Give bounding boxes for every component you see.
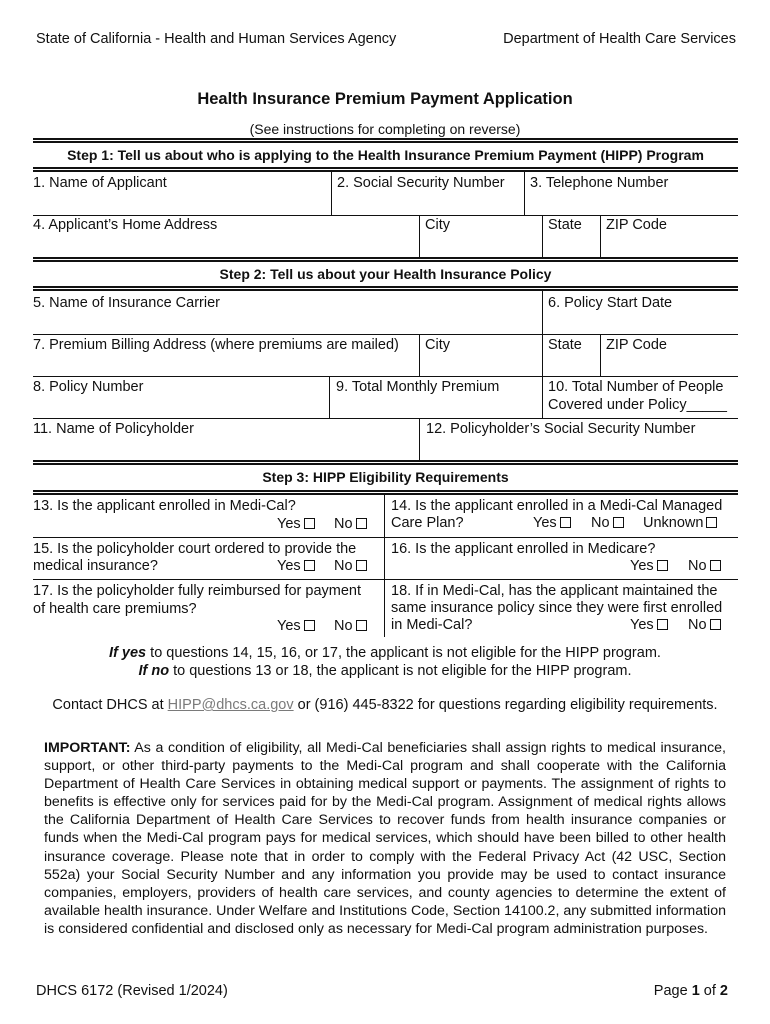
important-label: IMPORTANT:	[44, 740, 131, 756]
divider	[542, 376, 543, 419]
yes-label: Yes	[533, 515, 557, 531]
divider	[33, 167, 738, 172]
divider	[33, 418, 738, 419]
divider	[419, 215, 420, 257]
no-label: No	[334, 618, 353, 634]
no-label: No	[334, 558, 353, 574]
q16-yes-option[interactable]	[630, 558, 668, 574]
q13-yes-checkbox[interactable]	[304, 518, 315, 529]
form-title: Health Insurance Premium Payment Application	[197, 90, 573, 108]
people-covered-field[interactable]: 10. Total Number of People	[548, 379, 724, 395]
divider	[419, 334, 420, 376]
no-label: No	[334, 516, 353, 532]
q15-yes-checkbox[interactable]	[304, 560, 315, 571]
form-subtitle: (See instructions for completing on reverse)	[249, 121, 521, 137]
step1-heading: Step 1: Tell us about who is applying to the Health Insurance Premium Payment (HIPP) Program	[67, 147, 704, 163]
telephone-field[interactable]: 3. Telephone Number	[530, 175, 669, 191]
question-14: 14. Is the applicant enrolled in a Medi-Cal Managed	[391, 498, 723, 514]
divider	[33, 334, 738, 335]
divider	[600, 334, 601, 376]
page-mid: of	[699, 983, 720, 999]
divider	[33, 286, 738, 291]
q17-yes-checkbox[interactable]	[304, 620, 315, 631]
monthly-premium-field[interactable]: 9. Total Monthly Premium	[336, 379, 500, 395]
divider	[542, 334, 543, 376]
page-total: 2	[719, 983, 728, 999]
q14-yes-checkbox[interactable]	[560, 517, 571, 528]
question-14-line2: Care Plan?	[391, 515, 464, 531]
if-yes-text: to questions 14, 15, 16, or 17, the applicant is not eligible for the HIPP program.	[146, 645, 661, 661]
q14-no-checkbox[interactable]	[613, 517, 624, 528]
divider	[33, 215, 738, 216]
q18-yes-option[interactable]	[630, 617, 668, 633]
no-label: No	[688, 558, 707, 574]
home-city-field[interactable]: City	[425, 217, 450, 233]
yes-label: Yes	[277, 618, 301, 634]
q17-no-option[interactable]	[334, 618, 367, 634]
if-yes-label: If yes	[109, 645, 147, 661]
policy-start-date-field[interactable]: 6. Policy Start Date	[548, 295, 673, 311]
billing-address-field[interactable]: 7. Premium Billing Address (where premiums are mailed)	[33, 337, 399, 353]
contact-prefix: Contact DHCS at	[52, 697, 168, 713]
q18-no-option[interactable]	[688, 617, 721, 633]
question-17: 17. Is the policyholder fully reimbursed for payment	[33, 583, 362, 599]
q14-yes-option[interactable]	[533, 515, 571, 531]
policyholder-name-field[interactable]: 11. Name of Policyholder	[33, 421, 194, 437]
people-covered-field-line2[interactable]: Covered under Policy_____	[548, 397, 727, 413]
divider	[33, 376, 738, 377]
q15-no-checkbox[interactable]	[356, 560, 367, 571]
q14-unknown-checkbox[interactable]	[706, 517, 717, 528]
divider	[329, 376, 330, 419]
page-current: 1	[691, 983, 700, 999]
q13-no-checkbox[interactable]	[356, 518, 367, 529]
question-17-line2: of health care premiums?	[33, 601, 197, 617]
question-15: 15. Is the policyholder court ordered to provide the	[33, 541, 357, 557]
if-no-text: to questions 13 or 18, the applicant is not eligible for the HIPP program.	[169, 663, 632, 679]
yes-label: Yes	[277, 516, 301, 532]
q15-no-option[interactable]	[334, 558, 367, 574]
department-name: Department of Health Care Services	[503, 31, 736, 47]
question-13: 13. Is the applicant enrolled in Medi-Cal?	[33, 498, 296, 514]
if-no-label: If no	[138, 663, 170, 679]
no-label: No	[688, 617, 707, 633]
q13-yes-option[interactable]	[277, 516, 315, 532]
q16-no-checkbox[interactable]	[710, 560, 721, 571]
email-link[interactable]: HIPP@dhcs.ca.gov	[167, 697, 294, 713]
if-no-note	[0, 663, 770, 679]
no-label: No	[591, 515, 610, 531]
divider	[33, 257, 738, 262]
q17-yes-option[interactable]	[277, 618, 315, 634]
divider	[542, 215, 543, 257]
q17-no-checkbox[interactable]	[356, 620, 367, 631]
divider	[600, 215, 601, 257]
agency-name: State of California - Health and Human Services Agency	[36, 31, 397, 47]
yes-label: Yes	[630, 617, 654, 633]
question-18-line3: in Medi-Cal?	[391, 617, 473, 633]
question-18: 18. If in Medi-Cal, has the applicant maintained the	[391, 583, 718, 599]
contact-line	[0, 697, 770, 713]
yes-label: Yes	[277, 558, 301, 574]
billing-city-field[interactable]: City	[425, 337, 450, 353]
unknown-label: Unknown	[643, 515, 704, 531]
billing-zip-field[interactable]: ZIP Code	[606, 337, 667, 353]
divider	[331, 172, 332, 216]
divider	[33, 490, 738, 495]
question-15-line2: medical insurance?	[33, 558, 158, 574]
if-yes-note	[0, 645, 770, 661]
divider	[33, 579, 738, 580]
q18-no-checkbox[interactable]	[710, 619, 721, 630]
question-18-line2: same insurance policy since they were first enrolled	[391, 600, 723, 616]
q13-no-option[interactable]	[334, 516, 367, 532]
important-text: As a condition of eligibility, all Medi-Cal beneficiaries shall assign rights to medical insurance, support, or other third-party payments to the Medi-Cal program and shall cooperate with the California Department of Health Care Services in obtaining medical support or payments. The assignment of rights to benefits is effective only for services paid for by the Medi-Cal program. Assignment of medical rights allows the California Department of Health Care Services to recover funds from health insurance companies or funds when the Medi-Cal program pays for medical services, which should have been billed to other health insurance coverage. Please note that in order to comply with the Federal Privacy Act (42 USC, Section 552a) your Social Security Number and any information you provide may be used to contact insurance companies, employers, providers of health care services, and county agencies to determine the extent of available health insurance. Under Welfare and Institutions Code, Section 14100.2, any submitted information is considered confidential and disclosed only as necessary for Medi-Cal program administration purposes.	[44, 740, 726, 937]
insurance-carrier-field[interactable]: 5. Name of Insurance Carrier	[33, 295, 220, 311]
form-id: DHCS 6172 (Revised 1/2024)	[36, 983, 228, 999]
page-number	[654, 983, 728, 999]
q15-yes-option[interactable]	[277, 558, 315, 574]
important-notice	[44, 739, 726, 938]
divider	[542, 291, 543, 335]
q14-unknown-option[interactable]	[643, 515, 717, 531]
step2-heading: Step 2: Tell us about your Health Insurance Policy	[219, 266, 552, 282]
home-address-field[interactable]: 4. Applicant’s Home Address	[33, 217, 218, 233]
page-prefix: Page	[653, 983, 692, 999]
divider	[33, 537, 738, 538]
applicant-name-field[interactable]: 1. Name of Applicant	[33, 175, 167, 191]
policyholder-ssn-field[interactable]: 12. Policyholder’s Social Security Number	[426, 421, 696, 437]
ssn-field[interactable]: 2. Social Security Number	[337, 175, 505, 191]
home-state-field[interactable]: State	[548, 217, 582, 233]
question-16: 16. Is the applicant enrolled in Medicare?	[391, 541, 656, 557]
divider	[524, 172, 525, 216]
q16-no-option[interactable]	[688, 558, 721, 574]
divider	[33, 460, 738, 465]
divider	[384, 494, 385, 637]
contact-suffix: or (916) 445-8322 for questions regarding eligibility requirements.	[293, 697, 718, 713]
divider	[33, 138, 738, 143]
step3-heading: Step 3: HIPP Eligibility Requirements	[262, 469, 509, 485]
billing-state-field[interactable]: State	[548, 337, 582, 353]
q16-yes-checkbox[interactable]	[657, 560, 668, 571]
divider	[419, 418, 420, 460]
yes-label: Yes	[630, 558, 654, 574]
policy-number-field[interactable]: 8. Policy Number	[33, 379, 144, 395]
home-zip-field[interactable]: ZIP Code	[606, 217, 667, 233]
q14-no-option[interactable]	[591, 515, 624, 531]
q18-yes-checkbox[interactable]	[657, 619, 668, 630]
